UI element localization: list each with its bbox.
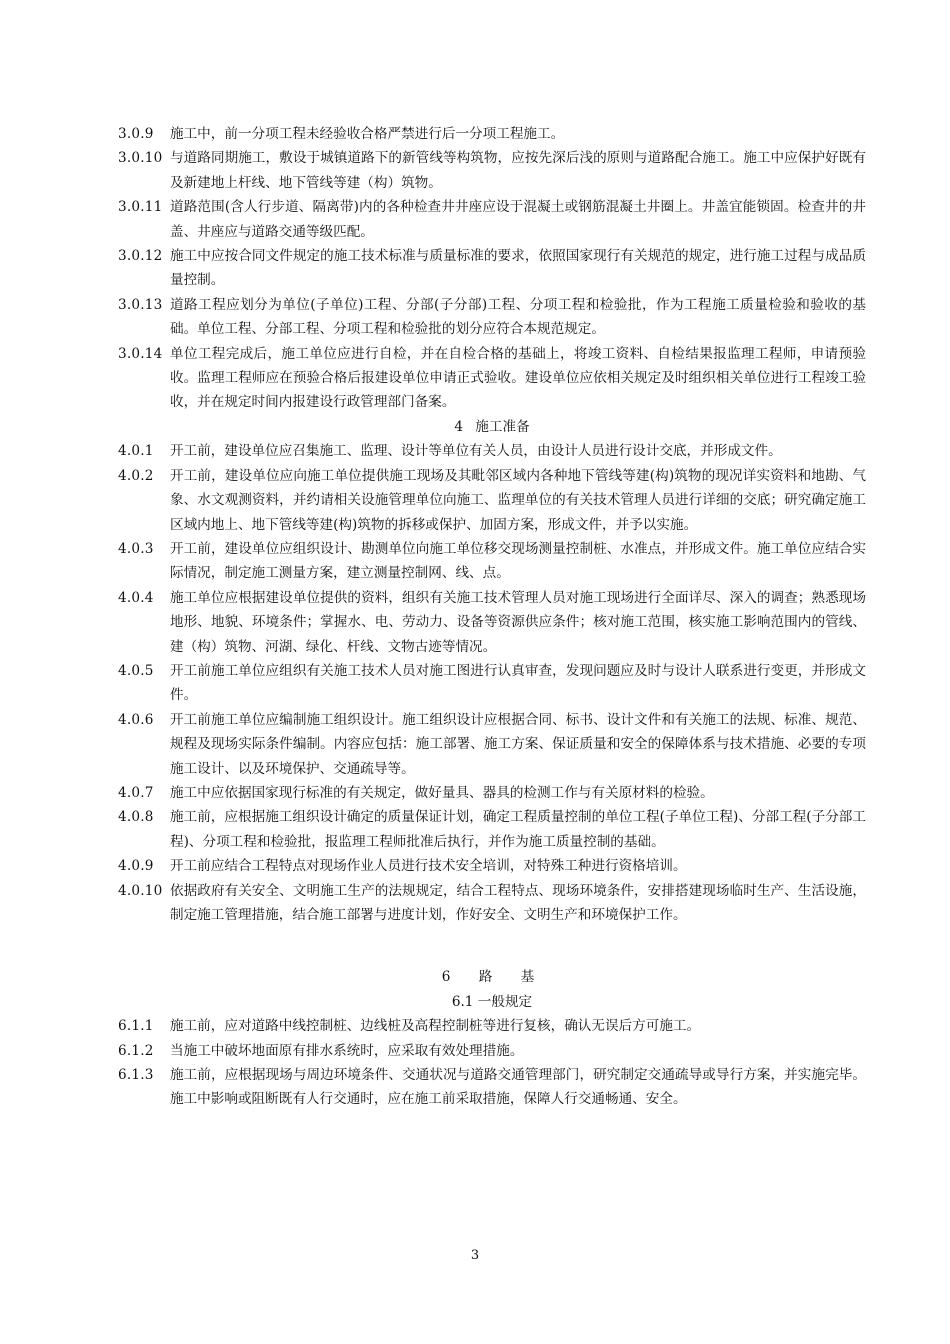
page-number: 3 (470, 1248, 480, 1263)
clause (118, 586, 866, 659)
clause (118, 439, 866, 463)
clause-number: 6.1.2 (118, 1042, 154, 1059)
clause-number: 3.0.14 (118, 345, 163, 362)
clause-text: 道路范围(含人行步道、隔离带)内的各种检查井井座应设于混凝土或钢筋混凝土井圈上。井盖宜能锁固。检查井的井盖、井座应与道路交通等级匹配。 (170, 199, 866, 240)
clause-text: 施工中，前一分项工程未经验收合格严禁进行后一分项工程施工。 (170, 126, 565, 142)
clause-number: 3.0.9 (118, 126, 154, 142)
clause (118, 244, 866, 293)
clause-text: 施工单位应根据建设单位提供的资料，组织有关施工技术管理人员对施工现场进行全面详尽、深入的调查；熟悉现场地形、地貌、环境条件；掌握水、电、劳动力、设备等资源供应条件；核对施工范围，核实施工影响范围内的管线、建（构）筑物、河湖、绿化、杆线、文物古迹等情况。 (170, 589, 866, 655)
clause-number: 4.0.3 (118, 540, 154, 557)
clause-text: 开工前，建设单位应召集施工、监理、设计等单位有关人员，由设计人员进行设计交底，并形成文件。 (170, 443, 782, 460)
chapter-heading: 4 施工准备 (454, 418, 530, 435)
clause-number: 4.0.5 (118, 662, 154, 679)
clause (118, 879, 866, 928)
clause (118, 537, 866, 586)
document-body (118, 122, 866, 1112)
clause-number: 4.0.6 (118, 711, 154, 728)
clause-number: 4.0.1 (118, 443, 154, 460)
clause-text: 施工中应依据国家现行标准的有关规定，做好量具、器具的检测工作与有关原材料的检验。 (170, 784, 714, 801)
clause-number: 3.0.13 (118, 296, 163, 313)
clause (118, 195, 866, 244)
clause-number: 4.0.9 (118, 858, 154, 875)
clause-text: 当施工中破坏地面原有排水系统时，应采取有效处理措施。 (170, 1042, 524, 1059)
clause-number: 4.0.8 (118, 809, 154, 826)
clause-number: 4.0.10 (118, 882, 163, 899)
clause-text: 开工前施工单位应组织有关施工技术人员对施工图进行认真审查，发现问题应及时与设计人联系进行变更，并形成文件。 (170, 662, 866, 704)
clause-text: 施工前，应对道路中线控制桩、边线桩及高程控制桩等进行复核，确认无误后方可施工。 (170, 1018, 701, 1035)
clause (118, 659, 866, 708)
clause-text: 施工前，应根据施工组织设计确定的质量保证计划，确定工程质量控制的单位工程(子单位工程)、分部工程(子分部工程)、分项工程和检验批，报监理工程师批准后执行，并作为施工质量控制的基础。 (170, 809, 866, 850)
clause (118, 122, 866, 146)
clause-number: 3.0.10 (118, 150, 163, 167)
clause (118, 805, 866, 854)
clause-text: 开工前应结合工程特点对现场作业人员进行技术安全培训，对特殊工种进行资格培训。 (170, 858, 687, 875)
clause (118, 464, 866, 537)
clause (118, 708, 866, 781)
clause (118, 1063, 866, 1112)
clause-text: 施工中应按合同文件规定的施工技术标准与质量标准的要求，依照国家现行有关规范的规定，进行施工过程与成品质量控制。 (170, 248, 866, 289)
clause-text: 施工前，应根据现场与周边环境条件、交通状况与道路交通管理部门，研究制定交通疏导或导行方案，并实施完毕。施工中影响或阻断既有人行交通时，应在施工前采取措施，保障人行交通畅通、安全。 (170, 1067, 866, 1108)
clause-number: 6.1.3 (118, 1067, 154, 1084)
chapter-heading: 6 路 基 (441, 969, 543, 986)
clause-number: 6.1.1 (118, 1018, 154, 1035)
clause-group-6 (118, 1014, 866, 1112)
clause-text: 依据政府有关安全、文明施工生产的法规规定，结合工程特点、现场环境条件，安排搭建现场临时生产、生活设施，制定施工管理措施，结合施工部署与进度计划，作好安全、文明生产和环境保护工作。 (170, 882, 866, 923)
clause (118, 342, 866, 415)
clause-number: 4.0.4 (118, 589, 154, 606)
clause-group-3 (118, 122, 866, 415)
clause-text: 开工前，建设单位应组织设计、勘测单位向施工单位移交现场测量控制桩、水准点，并形成文件。施工单位应结合实际情况，制定施工测量方案，建立测量控制网、线、点。 (170, 540, 866, 582)
section-heading: 6.1 一般规定 (451, 993, 533, 1010)
clause-number: 3.0.11 (118, 199, 163, 216)
clause-number: 3.0.12 (118, 248, 163, 265)
clause (118, 293, 866, 342)
clause-text: 与道路同期施工，敷设于城镇道路下的新管线等构筑物，应按先深后浅的原则与道路配合施工。施工中应保护好既有及新建地上杆线、地下管线等建（构）筑物。 (170, 150, 866, 191)
clause-text: 道路工程应划分为单位(子单位)工程、分部(子分部)工程、分项工程和检验批，作为工程施工质量检验和验收的基础。单位工程、分部工程、分项工程和检验批的划分应符合本规范规定。 (170, 296, 866, 338)
clause-text: 开工前，建设单位应向施工单位提供施工现场及其毗邻区域内各种地下管线等建(构)筑物的现况详实资料和地勘、气象、水文观测资料，并约请相关设施管理单位向施工、监理单位的有关技术管理人员进行详细的交底；研究确定施工区域内地上、地下管线等建(构)筑物的拆移或保护、加固方案，形成文件，并予以实施。 (170, 467, 866, 533)
clause-text: 单位工程完成后，施工单位应进行自检，并在自检合格的基础上，将竣工资料、自检结果报监理工程师，申请预验收。监理工程师应在预验合格后报建设单位申请正式验收。建设单位应依相关规定及时组织相关单位进行工程竣工验收，并在规定时间内报建设行政管理部门备案。 (170, 345, 866, 411)
clause-text: 开工前施工单位应编制施工组织设计。施工组织设计应根据合同、标书、设计文件和有关施工的法规、标准、规范、规程及现场实际条件编制。内容应包括：施工部署、施工方案、保证质量和安全的保障体系与技术措施、必要的专项施工设计、以及环境保护、交通疏导等。 (170, 711, 866, 777)
clause (118, 854, 866, 878)
clause (118, 1039, 866, 1063)
clause-group-4 (118, 439, 866, 927)
clause-number: 4.0.7 (118, 784, 154, 801)
clause (118, 146, 866, 195)
clause (118, 1014, 866, 1038)
clause (118, 781, 866, 805)
clause-number: 4.0.2 (118, 467, 154, 484)
